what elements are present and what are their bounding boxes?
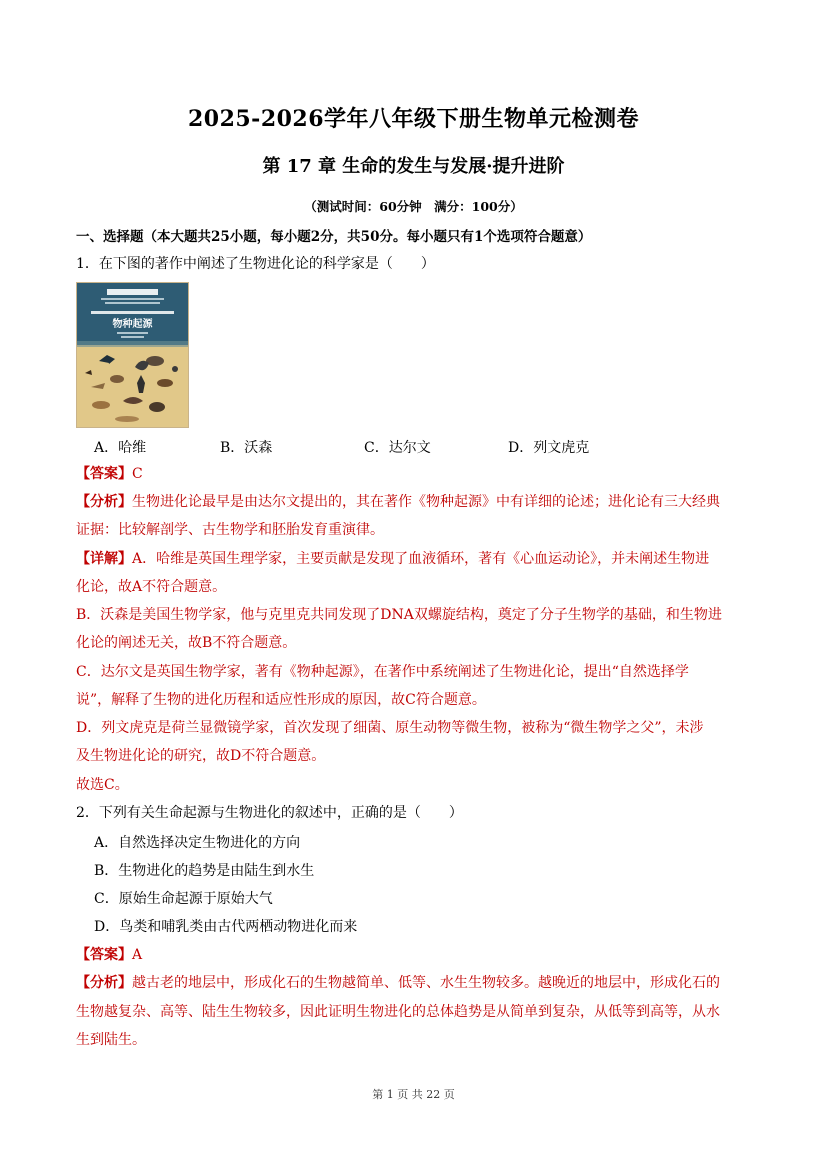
q1-analysis-tag: 【分析】	[76, 494, 132, 510]
document-title: 2025-2026学年八年级下册生物单元检测卷	[187, 106, 640, 132]
q1-analysis-line-2: 证据：比较解剖学、古生物学和胚胎发育重演律。	[76, 522, 384, 538]
q1-detail-line-1: 【详解】A．哈维是英国生理学家，主要贡献是发现了血液循环，著有《心血运动论》，并未阐述生物进	[76, 551, 710, 567]
book-cover-illustration	[77, 283, 188, 427]
q2-option-b: B．生物进化的趋势是由陆生到水生	[94, 863, 315, 879]
q1-detail-line-7: D．列文虎克是荷兰显微镜学家，首次发现了细菌、原生动物等微生物，被称为“微生物学之父”，未涉	[76, 720, 704, 736]
q2-option-a: A．自然选择决定生物进化的方向	[94, 835, 301, 851]
page-footer: 第 1 页 共 22 页	[372, 1088, 455, 1101]
q2-answer-value: A	[132, 947, 143, 963]
q1-answer	[76, 464, 143, 484]
q1-detail-line-3: B．沃森是美国生物学家，他与克里克共同发现了DNA双螺旋结构，奠定了分子生物学的基础，和生物进	[76, 607, 722, 623]
q1-option-a: A．哈维	[94, 440, 147, 456]
q2-analysis-line-3: 生到陆生。	[76, 1032, 146, 1048]
q1-option-d: D．列文虎克	[508, 440, 590, 456]
q1-detail-tag: 【详解】	[76, 551, 132, 567]
q1-analysis-line-1: 【分析】生物进化论最早是由达尔文提出的，其在著作《物种起源》中有详细的论述；进化论有三大经典	[76, 494, 720, 510]
q1-stem: 1．在下图的著作中阐述了生物进化论的科学家是（ ）	[76, 256, 435, 272]
q2-answer-tag: 【答案】	[76, 947, 132, 963]
section-heading: 一、选择题（本大题共25小题，每小题2分，共50分。每小题只有1个选项符合题意）	[76, 229, 592, 245]
q2-option-d: D．鸟类和哺乳类由古代两栖动物进化而来	[94, 919, 358, 935]
q1-detail-line-6: 说”，解释了生物的进化历程和适应性形成的原因，故C符合题意。	[76, 692, 486, 708]
test-meta: （测试时间：60分钟 满分：100分）	[304, 199, 523, 214]
q2-analysis-tag: 【分析】	[76, 975, 132, 991]
q1-detail-line-2: 化论，故A不符合题意。	[76, 579, 227, 595]
q2-stem: 2．下列有关生命起源与生物进化的叙述中，正确的是（ ）	[76, 805, 463, 821]
q1-answer-value: C	[132, 466, 143, 482]
q1-option-c: C．达尔文	[364, 440, 431, 456]
book-cover-title: 物种起源	[112, 319, 153, 330]
q1-detail-line-4: 化论的阐述无关，故B不符合题意。	[76, 635, 297, 651]
q2-analysis-line-1: 【分析】越古老的地层中，形成化石的生物越简单、低等、水生生物较多。越晚近的地层中，形成化石的	[76, 975, 720, 991]
q1-conclusion: 故选C。	[76, 777, 129, 793]
q2-answer	[76, 945, 142, 965]
q1-option-b: B．沃森	[220, 440, 273, 456]
q1-answer-tag: 【答案】	[76, 466, 132, 482]
book-cover-image	[76, 282, 189, 428]
chapter-subtitle: 第 17 章 生命的发生与发展·提升进阶	[262, 156, 565, 177]
q1-detail-line-5: C．达尔文是英国生物学家，著有《物种起源》，在著作中系统阐述了生物进化论，提出“自然选择学	[76, 664, 689, 680]
q2-analysis-line-2: 生物越复杂、高等、陆生生物较多，因此证明生物进化的总体趋势是从简单到复杂，从低等到高等，从水	[76, 1004, 720, 1020]
q1-detail-line-8: 及生物进化论的研究，故D不符合题意。	[76, 748, 326, 764]
q2-option-c: C．原始生命起源于原始大气	[94, 891, 273, 907]
